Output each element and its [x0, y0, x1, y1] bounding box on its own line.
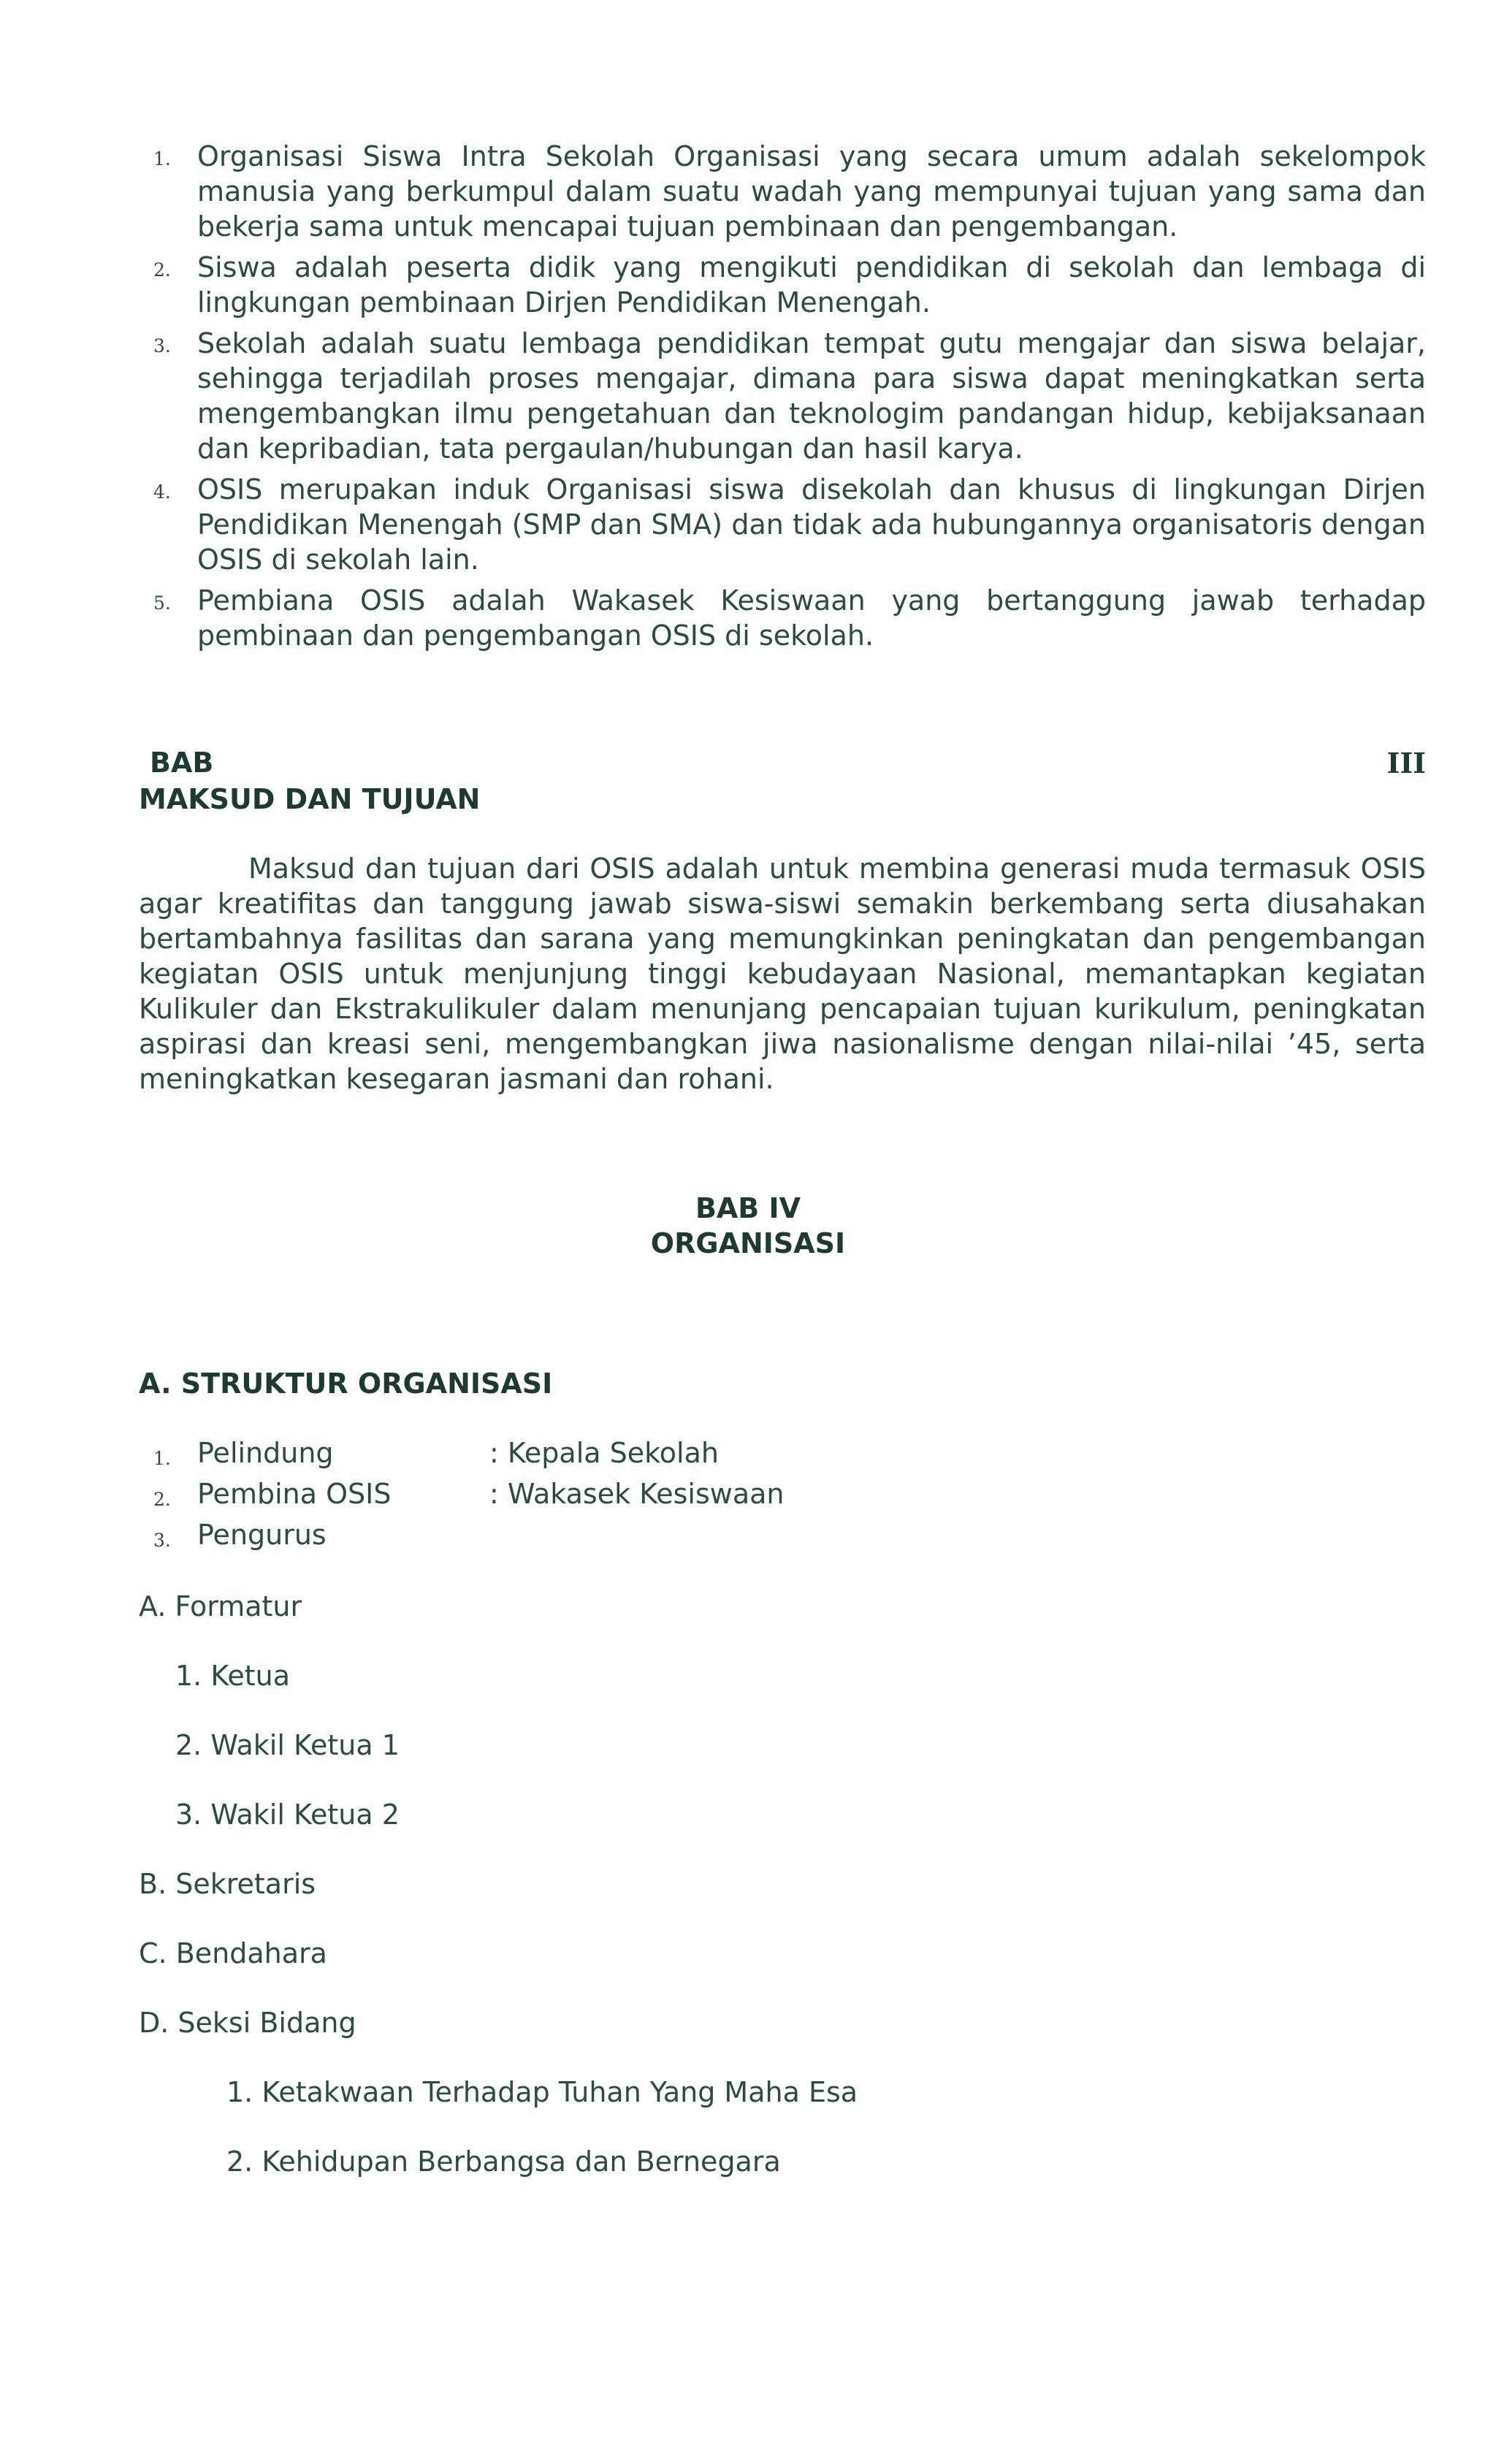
bab4-title: ORGANISASI	[650, 1227, 846, 1259]
list-text: Pembiana OSIS adalah Wakasek Kesiswaan yang bertanggung jawab terhadap pembinaan dan pengembangan OSIS di sekolah.	[197, 584, 1426, 652]
list-number: 2.	[153, 259, 171, 281]
seksi-item: 1. Ketakwaan Terhadap Tuhan Yang Maha Esa	[226, 2076, 858, 2108]
formatur-item: 2. Wakil Ketua 1	[175, 1729, 400, 1761]
bab3-paragraph-text: Maksud dan tujuan dari OSIS adalah untuk membina generasi muda termasuk OSIS agar kreatifitas dan tanggung jawab siswa-siswi semakin berkembang serta diusahakan bertambahnya fasilitas dan sarana yang memungkinkan peningkatan dan pengembangan kegiatan OSIS untuk menjunjung tinggi kebudayaan Nasional, memantapkan kegiatan Kulikuler dan Ekstrakulikuler dalam menunjang pencapaian tujuan kurikulum, peningkatan aspirasi dan kreasi seni, mengembangkan jiwa nasionalisme dengan nilai-nilai ’45, serta meningkatkan kesegaran jasmani dan rohani.	[139, 853, 1426, 1095]
list-item	[139, 139, 1426, 244]
list-number: 1.	[153, 1448, 171, 1469]
bab3-title: MAKSUD DAN TUJUAN	[139, 783, 481, 815]
sekretaris-heading: B. Sekretaris	[139, 1868, 316, 1900]
formatur-item: 1. Ketua	[175, 1660, 291, 1692]
definitions-list	[139, 139, 1426, 659]
bab3-paragraph	[139, 851, 1426, 1096]
seksi-heading: D. Seksi Bidang	[139, 2007, 356, 2039]
list-number: 5.	[153, 592, 171, 614]
role-label: Pengurus	[197, 1519, 327, 1551]
role-label: Pelindung	[197, 1437, 334, 1469]
roles-list	[139, 1435, 869, 1558]
role-value: : Kepala Sekolah	[489, 1437, 719, 1469]
section-a-heading: A. STRUKTUR ORGANISASI	[139, 1368, 553, 1400]
seksi-item: 2. Kehidupan Berbangsa dan Bernegara	[226, 2145, 781, 2178]
role-item	[139, 1435, 869, 1476]
role-item	[139, 1476, 869, 1517]
list-text: Sekolah adalah suatu lembaga pendidikan tempat gutu mengajar dan siswa belajar, sehingga terjadilah proses mengajar, dimana para siswa dapat meningkatkan serta mengembangkan ilmu pengetahuan dan teknologim pandangan hidup, kebijaksanaan dan kepribadian, tata pergaulan/hubungan dan hasil karya.	[197, 327, 1426, 465]
formatur-heading: A. Formatur	[139, 1590, 302, 1622]
bab3-label-left: BAB	[150, 747, 214, 779]
role-label: Pembina OSIS	[197, 1478, 392, 1510]
role-value: : Wakasek Kesiswaan	[489, 1478, 785, 1510]
list-item	[139, 250, 1426, 320]
list-number: 3.	[153, 1530, 171, 1551]
formatur-item: 3. Wakil Ketua 2	[175, 1799, 400, 1831]
list-text: OSIS merupakan induk Organisasi siswa disekolah dan khusus di lingkungan Dirjen Pendidikan Menengah (SMP dan SMA) dan tidak ada hubungannya organisatoris dengan OSIS di sekolah lain.	[197, 473, 1426, 576]
bab4-label: BAB IV	[695, 1192, 801, 1224]
list-item	[139, 583, 1426, 653]
list-item	[139, 472, 1426, 577]
list-number: 2.	[153, 1489, 171, 1510]
bendahara-heading: C. Bendahara	[139, 1937, 327, 1969]
list-number: 1.	[153, 148, 171, 169]
list-text: Organisasi Siswa Intra Sekolah Organisasi yang secara umum adalah sekelompok manusia yang berkumpul dalam suatu wadah yang mempunyai tujuan yang sama dan bekerja sama untuk mencapai tujuan pembinaan dan pengembangan.	[197, 140, 1426, 243]
role-item	[139, 1517, 869, 1558]
list-text: Siswa adalah peserta didik yang mengikuti pendidikan di sekolah dan lembaga di lingkungan pembinaan Dirjen Pendidikan Menengah.	[197, 251, 1426, 319]
list-number: 4.	[153, 481, 171, 503]
bab3-label-right: III	[1386, 747, 1426, 779]
list-item	[139, 326, 1426, 466]
bab3-heading	[150, 747, 1426, 783]
list-number: 3.	[153, 335, 171, 356]
